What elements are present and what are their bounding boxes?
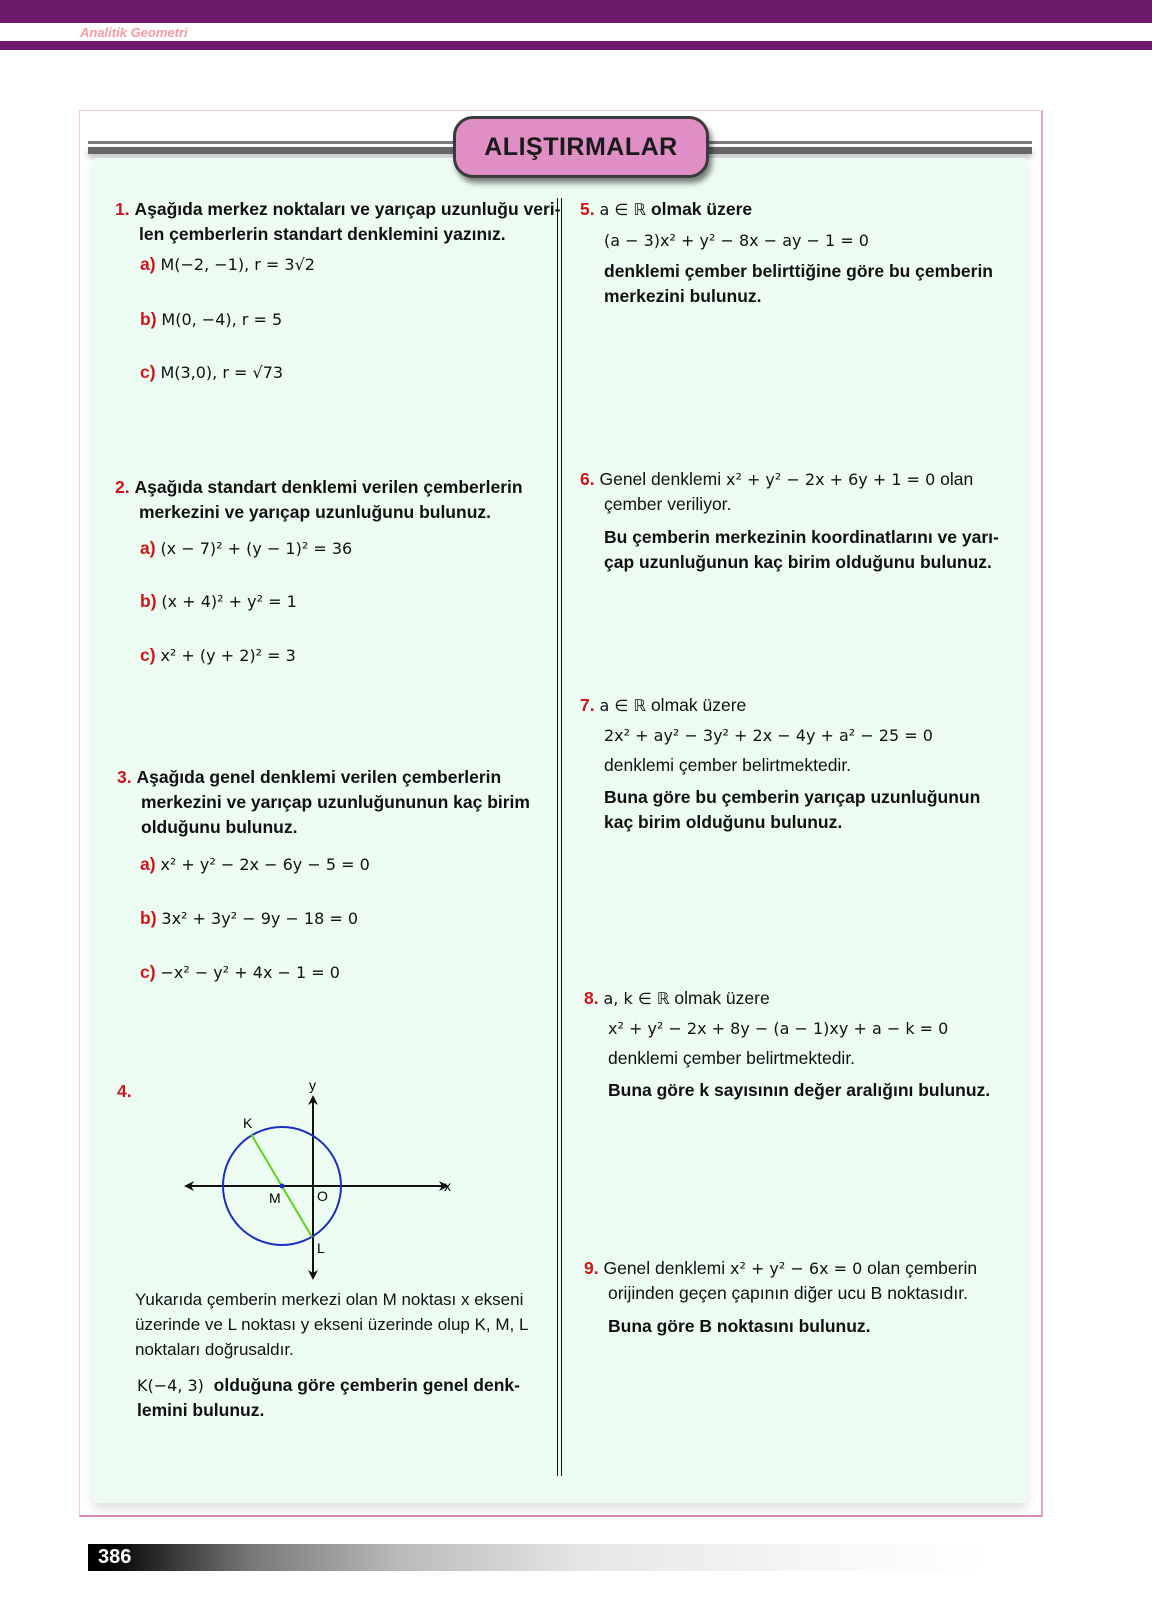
question-text: denklemi çember belirttiğine göre bu çemberin — [604, 261, 993, 281]
question-number: 2. — [115, 477, 130, 497]
page-number-bar — [88, 1544, 988, 1571]
question-text: üzerinde ve L noktası y ekseni üzerinde olup K, M, L — [135, 1315, 529, 1334]
origin-label-O: O — [317, 1188, 328, 1204]
math-expression: a, k ∈ ℝ — [603, 989, 670, 1008]
y-axis-label: y — [309, 1077, 316, 1093]
question-number: 8. — [584, 988, 599, 1008]
question-number: 4. — [117, 1081, 132, 1101]
question-text: len çemberlerin standart denklemini yazınız. — [139, 224, 506, 244]
question-text: olduğunu bulunuz. — [141, 817, 298, 837]
item-expression: (x + 4)² + y² = 1 — [161, 592, 297, 611]
point-label-L: L — [317, 1240, 325, 1256]
given-point: K(−4, 3) — [137, 1376, 204, 1395]
item-expression: x² + (y + 2)² = 3 — [160, 646, 296, 665]
item-expression: 3x² + 3y² − 9y − 18 = 0 — [161, 909, 359, 928]
question-5 — [580, 197, 1020, 309]
item-label: c) — [140, 962, 156, 982]
equation: x² + y² − 2x + 8y − (a − 1)xy + a − k = 0 — [608, 1019, 949, 1038]
exercises-banner: ALIŞTIRMALAR — [453, 116, 709, 178]
question-text: olmak üzere — [650, 199, 753, 219]
item-label: b) — [140, 309, 157, 329]
q4-prompt — [137, 1373, 520, 1423]
item-expression: (x − 7)² + (y − 1)² = 36 — [160, 539, 353, 558]
question-text: Bu çemberin merkezinin koordinatlarını ve yarı- — [604, 527, 999, 547]
item-expression: M(0, −4), r = 5 — [161, 310, 283, 329]
question-number: 6. — [580, 469, 595, 489]
x-axis-label: x — [444, 1178, 451, 1194]
question-text: lemini bulunuz. — [137, 1400, 265, 1420]
question-number: 3. — [117, 767, 132, 787]
question-text: olduğuna göre çemberin genel denk- — [213, 1375, 520, 1395]
equation: 2x² + ay² − 3y² + 2x − 4y + a² − 25 = 0 — [604, 726, 933, 745]
item-label: a) — [140, 254, 156, 274]
item-label: a) — [140, 854, 156, 874]
question-text: denklemi çember belirtmektedir. — [604, 755, 852, 775]
question-text: denklemi çember belirtmektedir. — [608, 1048, 856, 1068]
question-text: olmak üzere — [650, 695, 747, 715]
item-expression: M(3,0), r = √73 — [160, 363, 284, 382]
item-label: c) — [140, 362, 156, 382]
question-text: olan — [940, 469, 974, 489]
question-text: noktaları doğrusaldır. — [135, 1340, 294, 1359]
item-label: c) — [140, 645, 156, 665]
question-number: 9. — [584, 1258, 599, 1278]
equation: x² + y² − 6x = 0 — [729, 1259, 863, 1278]
point-label-M: M — [269, 1190, 281, 1206]
equation: (a − 3)x² + y² − 8x − ay − 1 = 0 — [604, 231, 869, 250]
question-text: çap uzunluğunun kaç birim olduğunu bulunuz. — [604, 552, 992, 572]
question-9 — [584, 1256, 1024, 1339]
item-label: b) — [140, 591, 157, 611]
question-text: olan çemberin — [867, 1258, 978, 1278]
question-text: Buna göre k sayısının değer aralığını bulunuz. — [608, 1080, 991, 1100]
question-text: orijinden geçen çapının diğer ucu B noktasıdır. — [608, 1283, 968, 1303]
question-number: 7. — [580, 695, 595, 715]
question-text: Genel denklemi — [603, 1258, 726, 1278]
question-text: merkezini ve yarıçap uzunluğununun kaç birim — [141, 792, 530, 812]
question-text: Buna göre bu çemberin yarıçap uzunluğunun — [604, 787, 981, 807]
question-text: Genel denklemi — [599, 469, 722, 489]
question-text: Aşağıda standart denklemi verilen çemberlerin — [134, 477, 523, 497]
q4-description — [135, 1287, 528, 1362]
math-expression: a ∈ ℝ — [599, 200, 647, 219]
question-text: olmak üzere — [674, 988, 770, 1008]
question-number: 5. — [580, 199, 595, 219]
item-label: a) — [140, 538, 156, 558]
center-point-M — [280, 1184, 285, 1189]
question-text: çember veriliyor. — [604, 494, 732, 514]
question-text: Aşağıda genel denklemi verilen çemberlerin — [136, 767, 502, 787]
question-number: 1. — [115, 199, 130, 219]
question-text: Aşağıda merkez noktaları ve yarıçap uzunluğu veri- — [134, 199, 561, 219]
question-text: merkezini ve yarıçap uzunluğunu bulunuz. — [139, 502, 491, 522]
page-number: 386 — [98, 1546, 132, 1568]
question-6 — [580, 467, 1020, 575]
math-expression: a ∈ ℝ — [599, 696, 647, 715]
item-expression: x² + y² − 2x − 6y − 5 = 0 — [160, 855, 370, 874]
question-7 — [580, 693, 1020, 835]
question-text: Yukarıda çemberin merkezi olan M noktası x ekseni — [135, 1290, 524, 1309]
item-expression: −x² − y² + 4x − 1 = 0 — [160, 963, 340, 982]
point-label-K: K — [243, 1115, 253, 1131]
question-text: kaç birim olduğunu bulunuz. — [604, 812, 843, 832]
question-text: merkezini bulunuz. — [604, 286, 762, 306]
section-title: Analitik Geometri — [80, 25, 188, 40]
equation: x² + y² − 2x + 6y + 1 = 0 — [725, 470, 936, 489]
question-8 — [584, 986, 1024, 1103]
question-text: Buna göre B noktasını bulunuz. — [608, 1316, 871, 1336]
item-label: b) — [140, 908, 157, 928]
item-expression: M(−2, −1), r = 3√2 — [160, 255, 315, 274]
